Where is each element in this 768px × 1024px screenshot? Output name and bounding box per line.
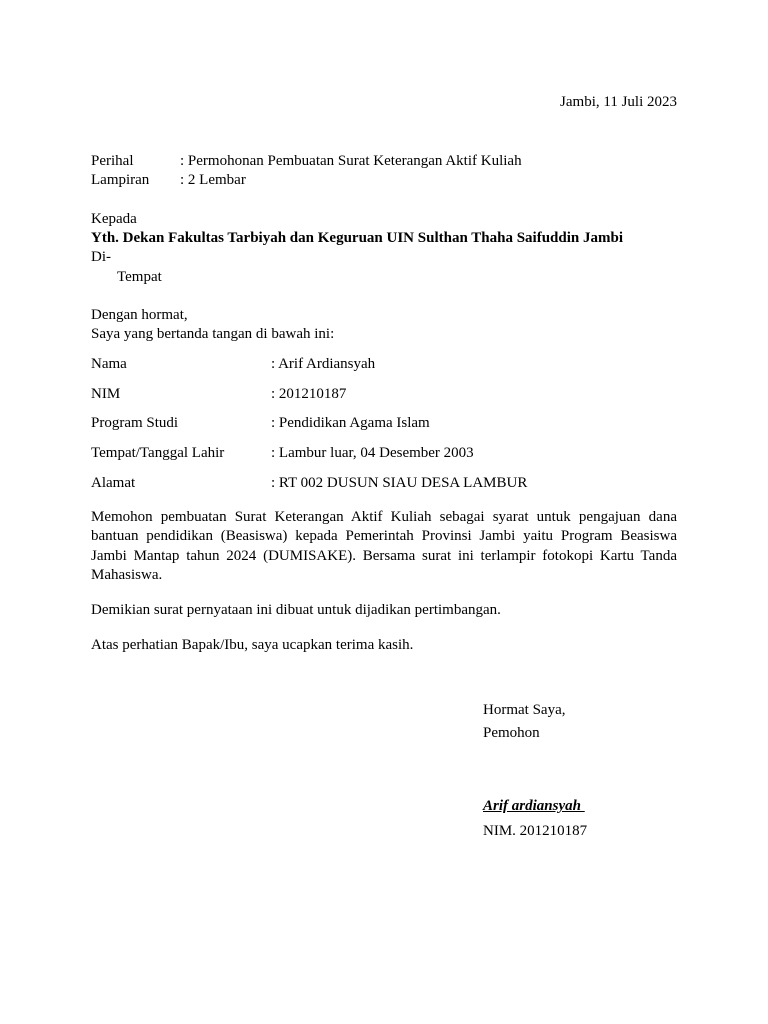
- identity-label-nama: Nama: [91, 356, 127, 372]
- identity-value-nama: : Arif Ardiansyah: [271, 356, 376, 372]
- kepada-label: Kepada: [91, 211, 137, 227]
- tempat-label: Tempat: [117, 269, 162, 285]
- perihal-label: Perihal: [91, 153, 134, 169]
- identity-label-prodi: Program Studi: [91, 415, 179, 431]
- lampiran-label: Lampiran: [91, 172, 150, 188]
- identity-value-prodi: : Pendidikan Agama Islam: [271, 415, 430, 431]
- addressee: Yth. Dekan Fakultas Tarbiyah dan Keguruan UIN Sulthan Thaha Saifuddin Jambi: [91, 230, 624, 246]
- identity-label-ttl: Tempat/Tanggal Lahir: [91, 445, 225, 461]
- identity-label-nim: NIM: [91, 386, 121, 402]
- identity-value-alamat: : RT 002 DUSUN SIAU DESA LAMBUR: [271, 475, 528, 491]
- body-paragraph-1: Memohon pembuatan Surat Keterangan Aktif Kuliah sebagai syarat untuk pengajuan dana bantuan pendidikan (Beasiswa) kepada Pemerintah Provinsi Jambi yaitu Program Beasiswa Jambi Mantap tahun 2024 (DUMISAKE). Bersama surat ini terlampir fotokopi Kartu Tanda Mahasiswa.: [91, 509, 677, 583]
- closing-salutation: Hormat Saya,: [483, 702, 566, 718]
- closing-role: Pemohon: [483, 725, 540, 741]
- perihal-value: : Permohonan Pembuatan Surat Keterangan Aktif Kuliah: [180, 153, 522, 169]
- body-paragraph-3: Atas perhatian Bapak/Ibu, saya ucapkan terima kasih.: [91, 637, 414, 653]
- identity-value-nim: : 201210187: [271, 386, 347, 402]
- identity-value-ttl: : Lambur luar, 04 Desember 2003: [271, 445, 474, 461]
- greeting: Dengan hormat,: [91, 307, 188, 323]
- identity-label-alamat: Alamat: [91, 475, 136, 491]
- body-paragraph-2: Demikian surat pernyataan ini dibuat untuk dijadikan pertimbangan.: [91, 602, 501, 618]
- signatory-name: Arif ardiansyah: [483, 798, 585, 814]
- di-label: Di-: [91, 249, 111, 265]
- intro-line: Saya yang bertanda tangan di bawah ini:: [91, 326, 335, 342]
- lampiran-value: : 2 Lembar: [180, 172, 246, 188]
- letter-date: Jambi, 11 Juli 2023: [560, 94, 677, 110]
- signatory-nim: NIM. 201210187: [483, 823, 588, 839]
